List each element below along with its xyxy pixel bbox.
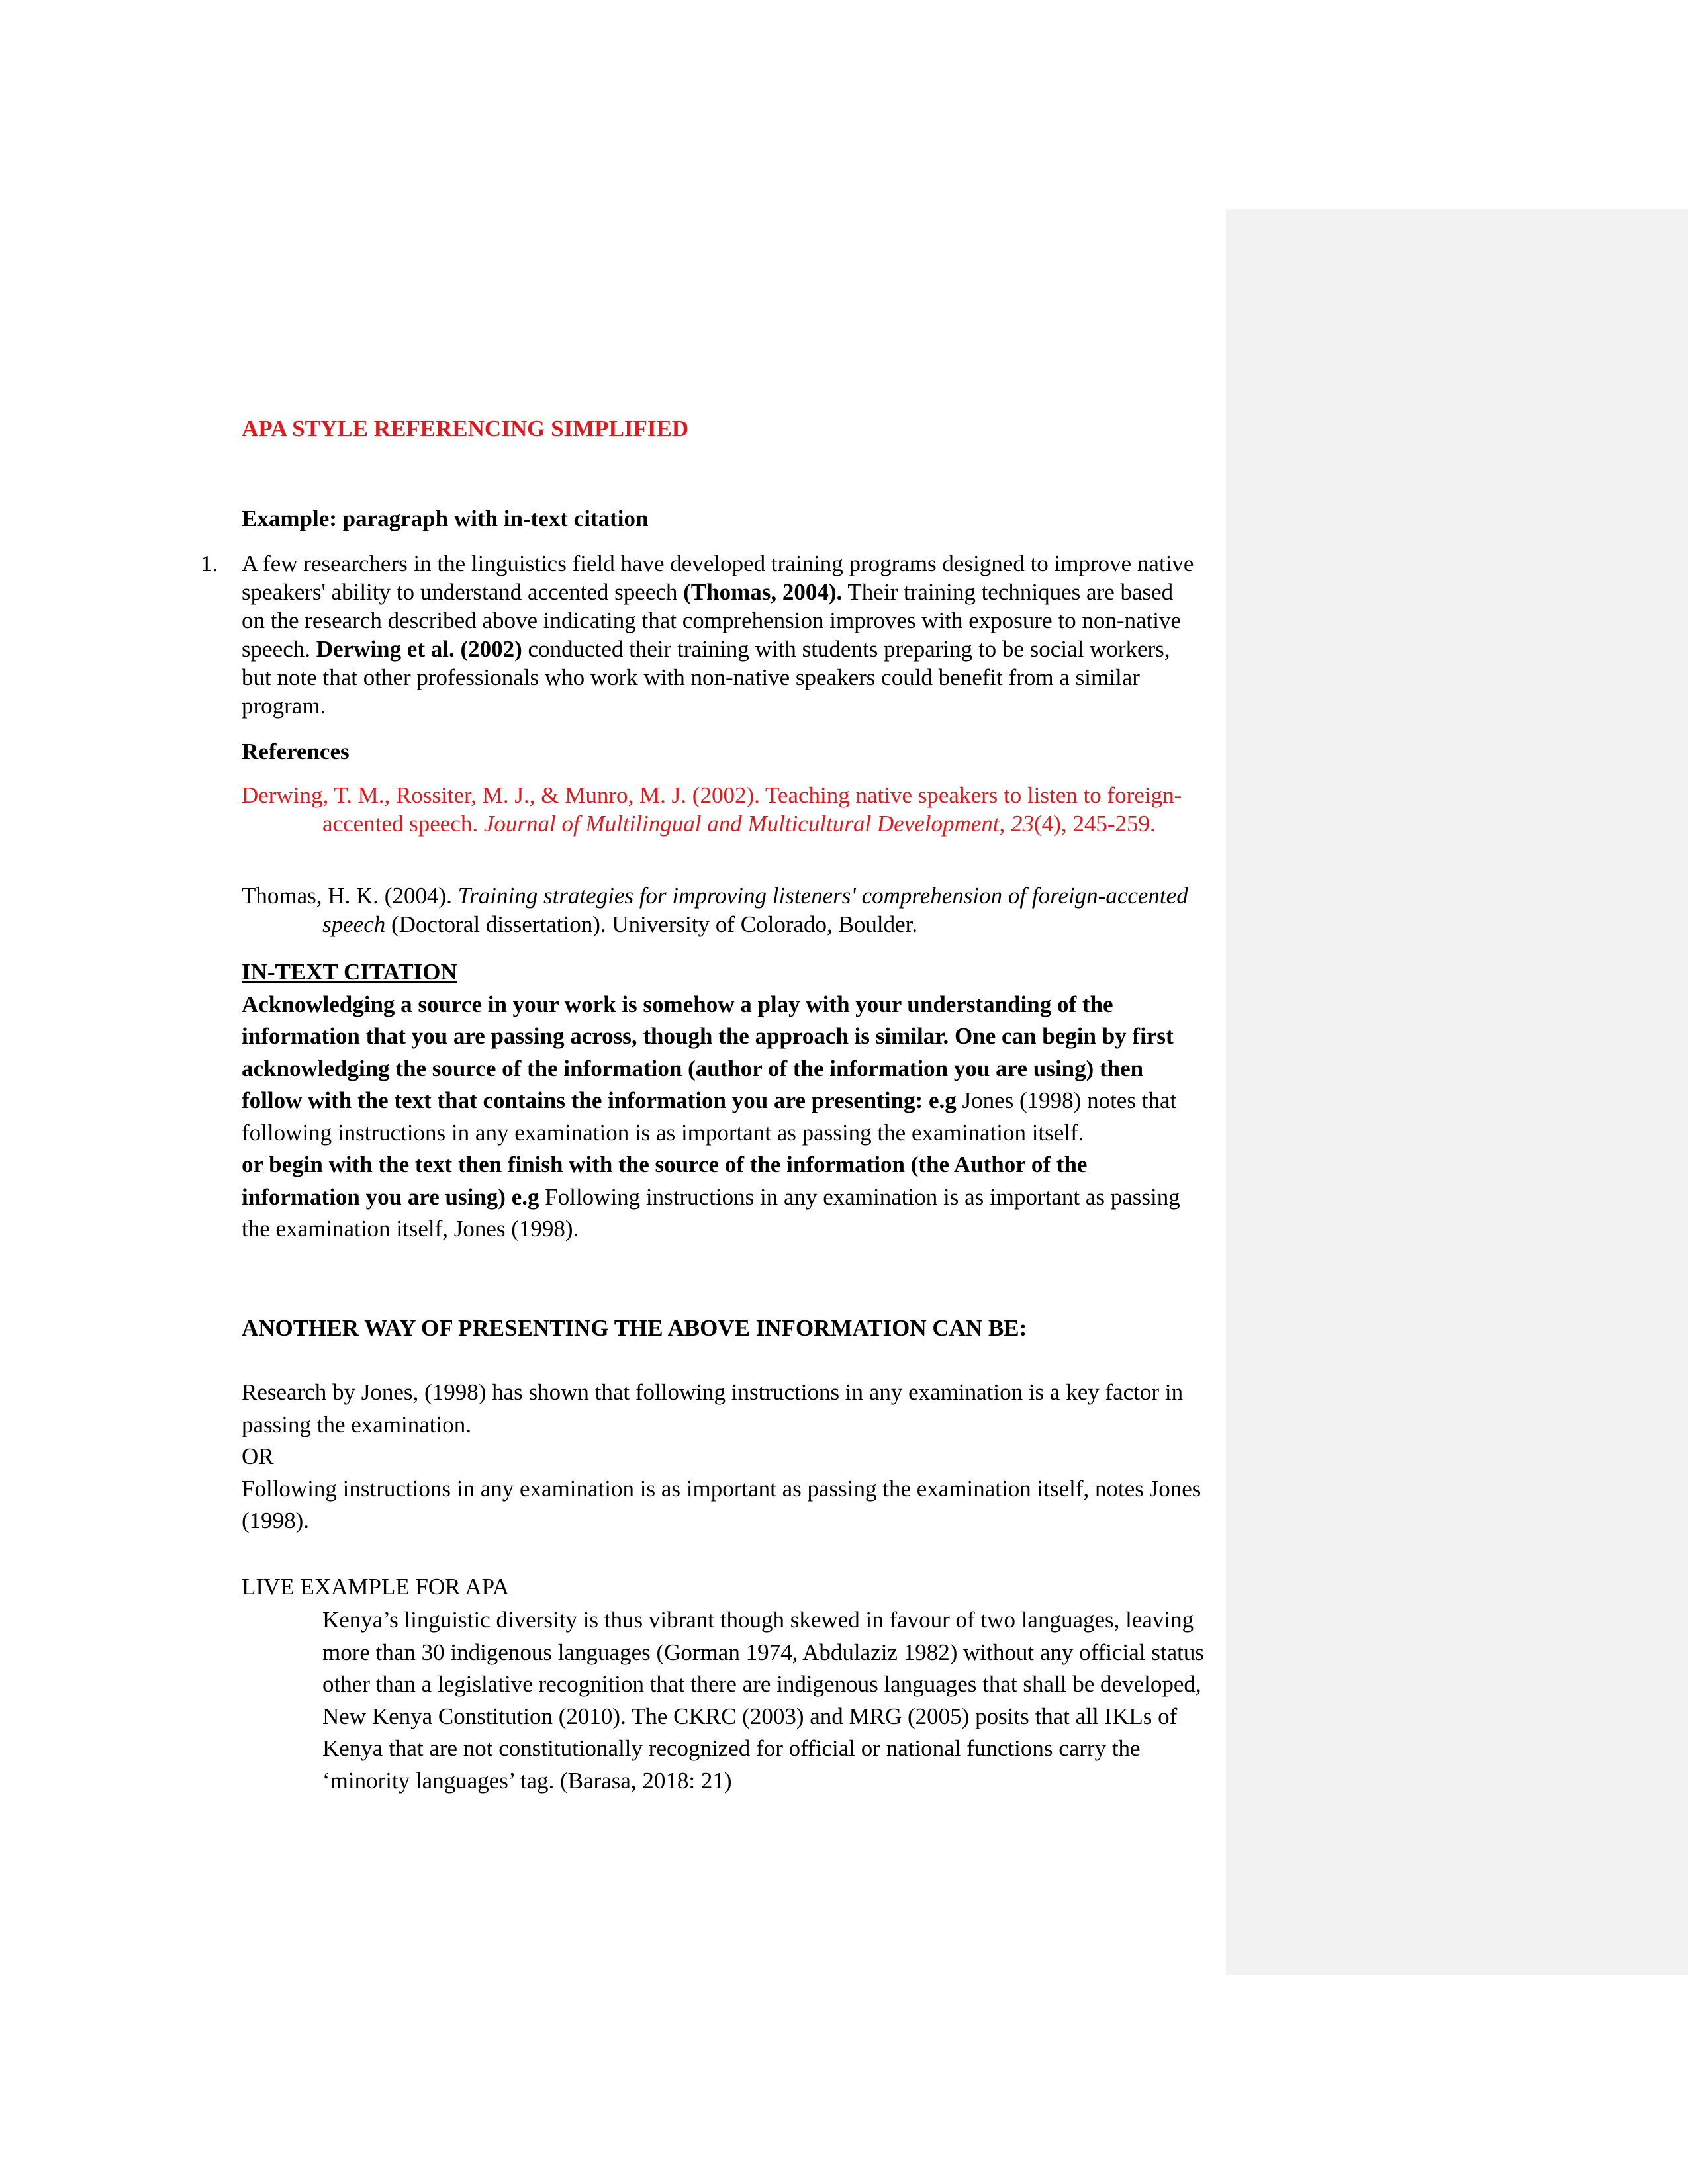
intext-bold-2: or begin with the text then finish with the source of the information (the Author of the information you are using) e.g <box>242 1152 1088 1210</box>
reference-title: Training strategies for improving listeners' comprehension of foreign-accented speech <box>322 883 1188 937</box>
intext-bold-1: Acknowledging a source in your work is somehow a play with your understanding of the information that you are passing across, though the approach is similar. One can begin by first acknowledging the source of the information (author of the information you are using) then follow with the text that contains the information you are presenting: e.g <box>242 991 1174 1113</box>
intext-plain-2: Following instructions in any examination is as important as passing the examination itself, Jones (1998). <box>242 1183 1180 1242</box>
reference-rest: (Doctoral dissertation). University of Colorado, Boulder. <box>385 911 918 937</box>
citation-derwing: Derwing et al. (2002) <box>316 636 522 662</box>
reference-sep: , <box>999 811 1011 837</box>
another-way-heading: ANOTHER WAY OF PRESENTING THE ABOVE INFORMATION CAN BE: <box>242 1315 1027 1341</box>
example-paragraph <box>201 549 1195 720</box>
intext-citation-section <box>242 956 1208 1246</box>
alternative-line-1: Research by Jones, (1998) has shown that following instructions in any examination is a key factor in passing the examination. <box>242 1379 1184 1437</box>
paragraph-text: conducted their training with students preparing to be social workers, but note that other professionals who work with non-native speakers could benefit from a similar program. <box>242 636 1170 719</box>
reference-volume: 23 <box>1011 811 1035 837</box>
paragraph-text: A few researchers in the linguistics field have developed training programs designed to improve native speakers' ability to understand accented speech <box>242 551 1194 605</box>
list-number: 1. <box>201 551 218 576</box>
example-heading: Example: paragraph with in-text citation <box>242 506 649 531</box>
intext-heading: IN-TEXT CITATION <box>242 959 457 985</box>
reference-author: Thomas, H. K. (2004). <box>242 883 458 909</box>
document-title: APA STYLE REFERENCING SIMPLIFIED <box>242 416 689 441</box>
alternative-or: OR <box>242 1443 274 1469</box>
live-example-heading: LIVE EXAMPLE FOR APA <box>242 1574 510 1600</box>
reference-thomas <box>242 882 1208 938</box>
reference-journal: Journal of Multilingual and Multicultural Development <box>483 811 1000 837</box>
live-example-body: Kenya’s linguistic diversity is thus vibrant though skewed in favour of two languages, leaving more than 30 indigenous languages (Gorman 1974, Abdulaziz 1982) without any official status other than a legislative recognition that there are indigenous languages that shall be developed, New Kenya Constitution (2010). The CKRC (2003) and MRG (2005) posits that all IKLs of Kenya that are not constitutionally recognized for official or national functions carry the ‘minority languages’ tag. (Barasa, 2018: 21) <box>322 1607 1204 1794</box>
reference-derwing <box>242 781 1208 838</box>
paragraph-text: Their training techniques are based on the research described above indicating that comprehension improves with exposure to non-native speech. <box>242 579 1182 662</box>
reference-authors: Derwing, T. M., Rossiter, M. J., & Munro, M. J. (2002). Teaching native speakers to listen to foreign-accented speech. <box>242 782 1182 837</box>
alternative-line-2: Following instructions in any examination is as important as passing the examination itself, notes Jones (1998). <box>242 1475 1201 1533</box>
alternative-examples <box>242 1377 1208 1537</box>
reference-pages: (4), 245-259. <box>1034 811 1156 837</box>
citation-thomas: (Thomas, 2004). <box>683 579 843 605</box>
references-heading: References <box>242 739 350 764</box>
comment-margin-pane <box>1226 209 1688 1975</box>
intext-plain-1: Jones (1998) notes that following instructions in any examination is as important as passing the examination itself. <box>242 1087 1177 1146</box>
